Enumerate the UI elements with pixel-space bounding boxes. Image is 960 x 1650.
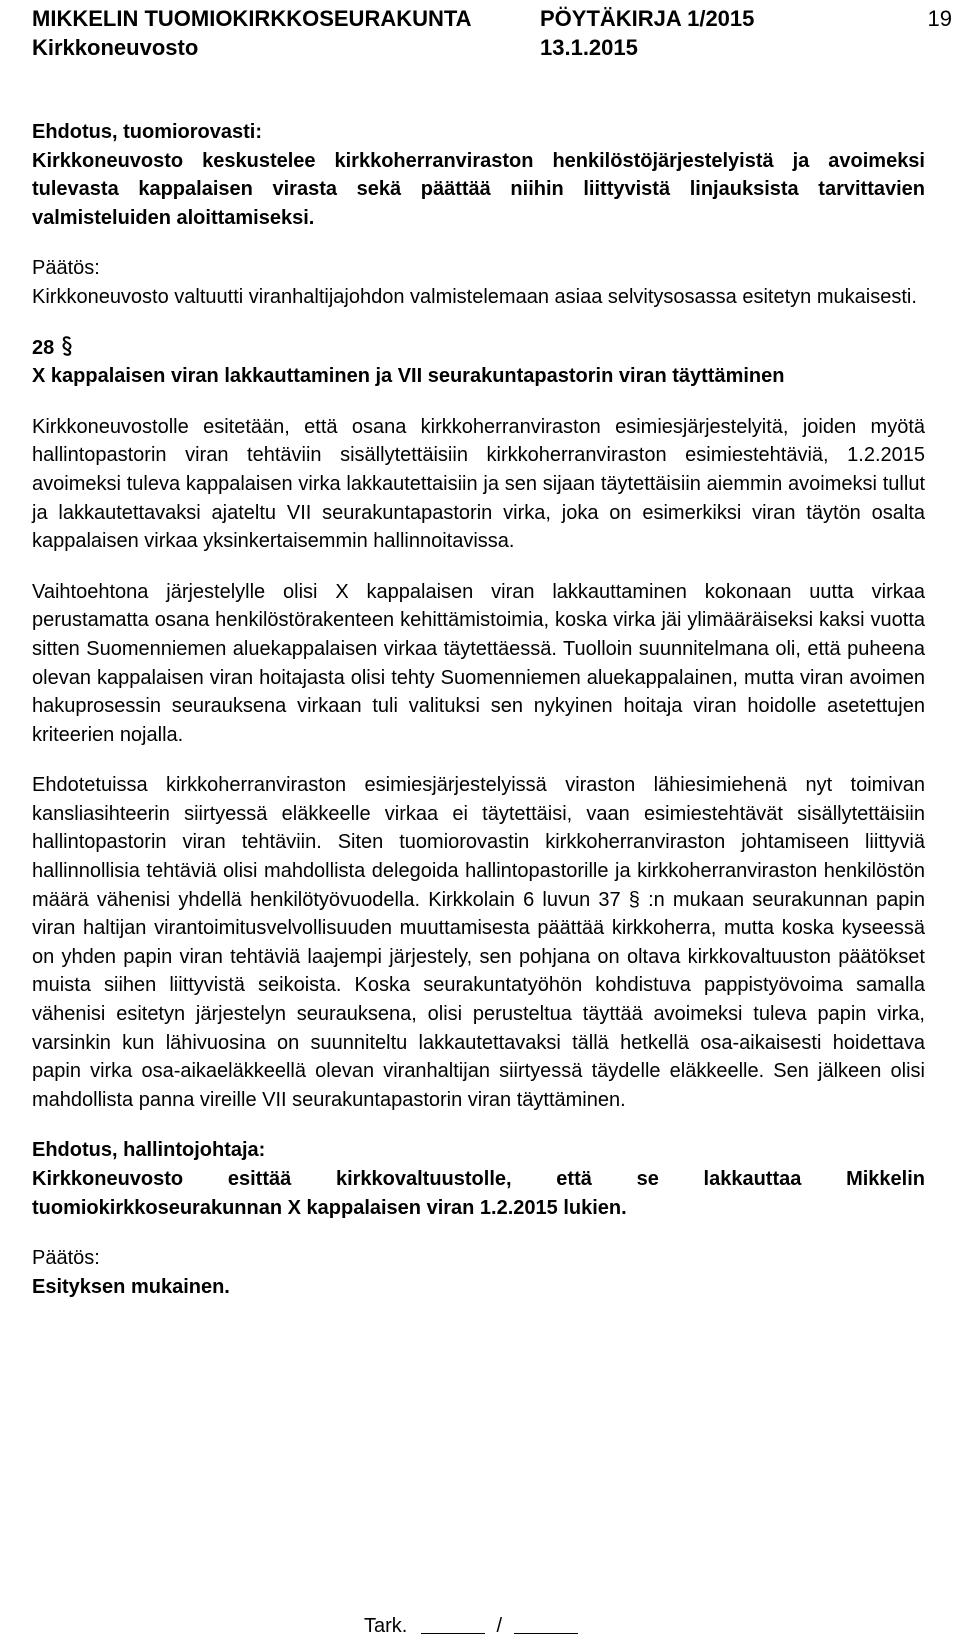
section-sign-icon	[60, 335, 74, 357]
page-header	[32, 4, 960, 60]
signature-line-2	[514, 1615, 578, 1634]
signature-line-1	[421, 1615, 485, 1634]
section-number: 28	[32, 336, 55, 359]
body-name: Kirkkoneuvosto	[32, 35, 199, 60]
document-body	[32, 118, 925, 1301]
document-title: PÖYTÄKIRJA 1/2015	[540, 6, 755, 31]
footer-separator: /	[496, 1615, 503, 1637]
page-footer	[364, 1615, 578, 1638]
document-date: 13.1.2015	[540, 35, 638, 60]
section-paragraph-1: Kirkkoneuvostolle esitetään, että osana kirkkoherranviraston esimiesjärjestelyitä, joiden myötä hallintopastorin viran tehtäviin sisällytettäisiin kirkkoherranviraston esimiestehtäviä, 1.2.2015 avoimeksi tuleva kappalaisen virka lakkautettaisiin ja sen sijaan täytettäisiin aiemmin avoimeksi tullut ja lakkautettavaksi ajateltu VII seurakuntapastorin virka, joka on esimerkiksi viran täytön osalta kappalaisen virkaa yksinkertaisemmin hallinnoitavissa.	[32, 415, 925, 553]
section-decision-text: Esityksen mukainen.	[32, 1275, 230, 1298]
footer-label: Tark.	[364, 1615, 408, 1637]
section-proposal-text: Kirkkoneuvosto esittää kirkkovaltuustolle, että se lakkauttaa Mikkelin tuomiokirkkoseurakunnan X kappalaisen viran 1.2.2015 lukien.	[32, 1168, 925, 1219]
page-number: 19	[927, 6, 952, 31]
section-title: X kappalaisen viran lakkauttaminen ja VII seurakuntapastorin viran täyttäminen	[32, 365, 785, 388]
section-decision-heading: Päätös:	[32, 1247, 100, 1270]
section-proposal-heading: Ehdotus, hallintojohtaja:	[32, 1139, 266, 1162]
section-paragraph-3: Ehdotetuissa kirkkoherranviraston esimiesjärjestelyissä viraston lähiesimiehenä nyt toimivan kansliasihteerin siirtyessä eläkkeelle virkaa ei täytettäisi, vaan esimiestehtävät sisällytettäisiin hallintopastorin viran tehtäviin. Siten tuomiorovastin kirkkoherranviraston johtamiseen liittyviä hallinnollisia tehtäviä olisi mahdollista delegoida hallintopastorille ja kirkkoherranviraston henkilöstön määrä vähenisi yhdellä henkilötyövuodella. Kirkkolain 6 luvun 37 § :n mukaan seurakunnan papin viran haltijan virantoimitusvelvollisuuden muuttamisesta päättää kirkkoherra, mutta koska kyseessä on yhden papin viran tehtäviä laajempi järjestely, sen pohjana on oltava kirkkovaltuuston päätökset muista siihen liittyvistä seikoista. Koska seurakuntatyöhön kohdistuva pappistyövoima samalla vähenisi esitetyn järjestelyn seurauksena, olisi perusteltua täyttää avoimeksi tuleva papin virka, varsinkin kun lähivuosina on suunniteltu lakkautettavaksi tällä hetkellä osa-aikaisesti hoidettava papin virka osa-aikaeläkkeellä olevan viranhaltijan siirtyessä täydelle eläkkeelle. Sen jälkeen olisi mahdollista panna vireille VII seurakuntapastorin viran täyttäminen.	[32, 774, 925, 1111]
section-paragraph-2: Vaihtoehtona järjestelylle olisi X kappalaisen viran lakkauttaminen kokonaan uutta virkaa perustamatta osana henkilöstörakenteen kehittämistoimia, koska virka jäi ylimääräiseksi kaksi vuotta sitten Suomenniemen aluekappalaisen virkaa täytettäessä. Tuolloin suunnitelmana oli, että puheena olevan kappalaisen viran hoitajasta olisi tehty Suomenniemen aluekappalainen, mutta viran avoimen hakuprosessin seurauksena virkaan tuli valituksi sen nykyinen hoitaja viran hoidolle asetettujen kriteerien nojalla.	[32, 580, 925, 746]
organization-name: MIKKELIN TUOMIOKIRKKOSEURAKUNTA	[32, 6, 472, 31]
prev-decision-heading: Päätös:	[32, 257, 100, 280]
section-number-line	[32, 334, 925, 363]
prev-proposal-heading: Ehdotus, tuomiorovasti:	[32, 121, 262, 143]
prev-proposal-text: Kirkkoneuvosto keskustelee kirkkoherranviraston henkilöstöjärjestelyistä ja avoimeksi tulevasta kappalaisen virasta sekä päättää niihin liittyvistä linjauksista tarvittavien valmisteluiden aloittamiseksi.	[32, 149, 925, 229]
prev-decision-text: Kirkkoneuvosto valtuutti viranhaltijajohdon valmistelemaan asiaa selvitysosassa esitetyn mukaisesti.	[32, 285, 917, 308]
